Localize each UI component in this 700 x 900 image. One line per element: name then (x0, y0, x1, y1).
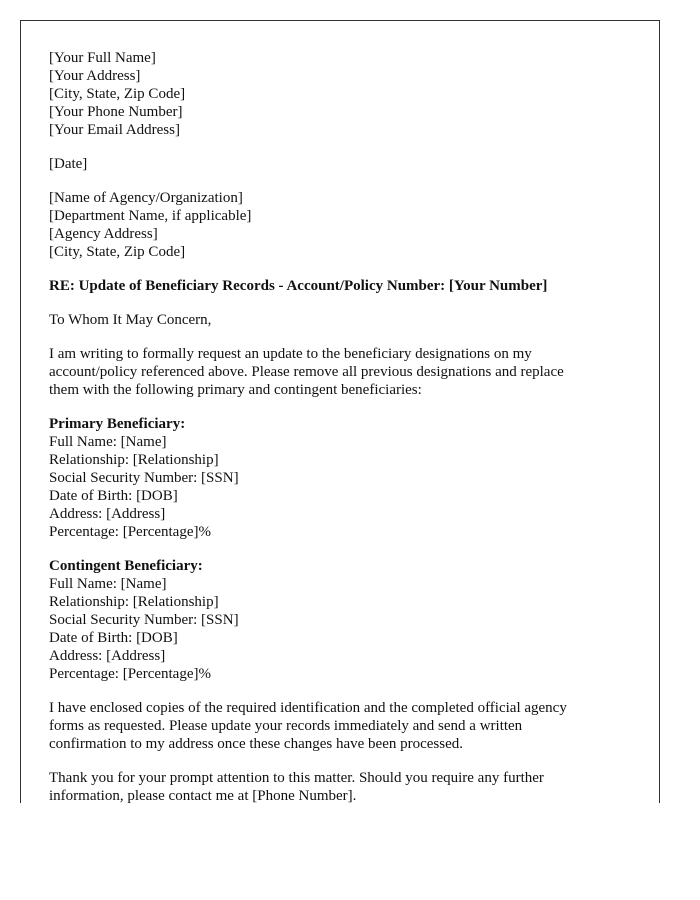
field-line: Date of Birth: [DOB] (49, 488, 178, 504)
salutation: To Whom It May Concern, (49, 312, 212, 328)
paragraph-line: confirmation to my address once these changes have been processed. (49, 736, 464, 752)
letter-date: [Date] (49, 156, 88, 172)
paragraph-line: forms as requested. Please update your records immediately and send a written (49, 718, 523, 734)
field-line: Date of Birth: [DOB] (49, 630, 178, 646)
sender-line: [Your Full Name] (49, 50, 156, 66)
field-line: Percentage: [Percentage]% (49, 524, 211, 540)
sender-line: [City, State, Zip Code] (49, 86, 186, 102)
contingent-heading: Contingent Beneficiary: (49, 558, 203, 574)
paragraph-line: I am writing to formally request an update to the beneficiary designations on my (49, 346, 532, 362)
closing-paragraph (49, 769, 659, 803)
recipient-block (49, 189, 659, 261)
contingent-beneficiary (49, 557, 659, 683)
subject-line: RE: Update of Beneficiary Records - Account/Policy Number: [Your Number] (49, 278, 548, 294)
recipient-line: [Department Name, if applicable] (49, 208, 252, 224)
recipient-line: [Agency Address] (49, 226, 158, 242)
field-line: Percentage: [Percentage]% (49, 666, 211, 682)
field-line: Relationship: [Relationship] (49, 594, 219, 610)
paragraph-line: account/policy referenced above. Please remove all previous designations and replace (49, 364, 564, 380)
sender-line: [Your Address] (49, 68, 141, 84)
field-line: Social Security Number: [SSN] (49, 612, 239, 628)
intro-paragraph (49, 345, 659, 399)
sender-line: [Your Phone Number] (49, 104, 183, 120)
field-line: Relationship: [Relationship] (49, 452, 219, 468)
recipient-line: [Name of Agency/Organization] (49, 190, 243, 206)
sender-block (49, 49, 659, 139)
primary-beneficiary (49, 415, 659, 541)
paragraph-line: I have enclosed copies of the required identification and the completed official agency (49, 700, 567, 716)
sender-line: [Your Email Address] (49, 122, 180, 138)
field-line: Full Name: [Name] (49, 434, 167, 450)
paragraph-line: them with the following primary and contingent beneficiaries: (49, 382, 422, 398)
field-line: Address: [Address] (49, 648, 166, 664)
field-line: Social Security Number: [SSN] (49, 470, 239, 486)
paragraph-line: Thank you for your prompt attention to this matter. Should you require any further (49, 770, 544, 786)
paragraph-line: information, please contact me at [Phone Number]. (49, 788, 357, 803)
field-line: Full Name: [Name] (49, 576, 167, 592)
enclosure-paragraph (49, 699, 659, 753)
primary-heading: Primary Beneficiary: (49, 416, 186, 432)
recipient-line: [City, State, Zip Code] (49, 244, 186, 260)
field-line: Address: [Address] (49, 506, 166, 522)
letter-page (20, 20, 660, 803)
